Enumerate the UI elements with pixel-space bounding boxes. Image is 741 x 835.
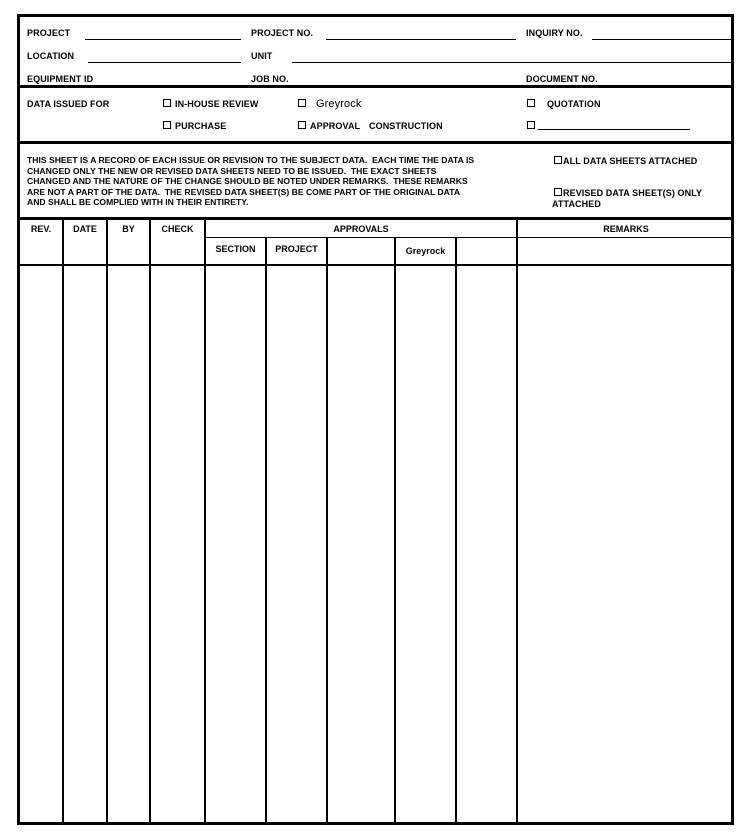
revised-only-label-cont: ATTACHED: [552, 199, 601, 209]
location-label: LOCATION: [27, 51, 75, 61]
revision-table-body[interactable]: [20, 266, 731, 822]
revision-notice: [27, 155, 474, 208]
unit-field[interactable]: [292, 62, 734, 63]
other-field[interactable]: [538, 129, 690, 130]
col-remarks-header: REMARKS: [603, 224, 649, 234]
data-issued-for-label: DATA ISSUED FOR: [27, 99, 110, 109]
quotation-checkbox[interactable]: [527, 99, 535, 107]
inquiry-no-field[interactable]: [592, 39, 734, 40]
construction-label: CONSTRUCTION: [369, 121, 443, 131]
approval-label: APPROVAL: [310, 121, 361, 131]
greyrock-label: Greyrock: [316, 98, 362, 110]
subcol-greyrock-header: Greyrock: [405, 246, 446, 256]
location-field[interactable]: [88, 62, 241, 63]
in-house-review-label: IN-HOUSE REVIEW: [175, 99, 259, 109]
section-divider: [20, 141, 731, 144]
section-divider: [20, 85, 731, 88]
data-sheet-form: [17, 14, 734, 825]
subcol-section-header: SECTION: [215, 244, 256, 254]
section-divider: [20, 217, 731, 220]
greyrock-checkbox[interactable]: [298, 99, 306, 107]
revised-only-label: REVISED DATA SHEET(S) ONLY: [563, 188, 703, 198]
other-checkbox[interactable]: [527, 121, 535, 129]
col-approvals-header: APPROVALS: [333, 224, 389, 234]
unit-label: UNIT: [251, 51, 273, 61]
project-field[interactable]: [85, 39, 241, 40]
col-rev-header: REV.: [30, 224, 52, 234]
notice-line: CHANGED AND THE NATURE OF THE CHANGE SHOULD BE NOTED UNDER REMARKS. THESE REMARKS: [27, 176, 468, 187]
project-no-label: PROJECT NO.: [251, 28, 314, 38]
project-no-field[interactable]: [326, 39, 516, 40]
document-no-label: DOCUMENT NO.: [526, 74, 598, 84]
purchase-label: PURCHASE: [175, 121, 227, 131]
revised-only-checkbox[interactable]: [554, 188, 562, 196]
remarks-subheader-line: [517, 237, 734, 238]
notice-line: ARE NOT A PART OF THE DATA. THE REVISED DATA SHEET(S) BE COME PART OF THE ORIGINAL DATA: [27, 186, 461, 197]
inquiry-no-label: INQUIRY NO.: [526, 28, 583, 38]
all-sheets-label: ALL DATA SHEETS ATTACHED: [563, 156, 698, 166]
approval-checkbox[interactable]: [298, 121, 306, 129]
equipment-id-label: EQUIPMENT ID: [27, 74, 94, 84]
notice-line: THIS SHEET IS A RECORD OF EACH ISSUE OR REVISION TO THE SUBJECT DATA. EACH TIME THE DATA IS: [27, 155, 475, 165]
notice-line: CHANGED ONLY THE NEW OR REVISED DATA SHEETS NEED TO BE ISSUED. THE EXACT SHEETS: [27, 165, 437, 176]
purchase-checkbox[interactable]: [163, 121, 171, 129]
subcol-project-header: PROJECT: [275, 244, 318, 254]
project-label: PROJECT: [27, 28, 71, 38]
all-sheets-checkbox[interactable]: [554, 156, 562, 164]
in-house-review-checkbox[interactable]: [163, 99, 171, 107]
quotation-label: QUOTATION: [547, 99, 601, 109]
notice-line: AND SHALL BE COMPLIED WITH IN THEIR ENTIRETY.: [27, 197, 249, 208]
col-check-header: CHECK: [161, 224, 194, 234]
col-date-header: DATE: [73, 224, 97, 234]
approvals-subheader-line: [205, 237, 517, 238]
job-no-label: JOB NO.: [251, 74, 289, 84]
col-by-header: BY: [122, 224, 135, 234]
